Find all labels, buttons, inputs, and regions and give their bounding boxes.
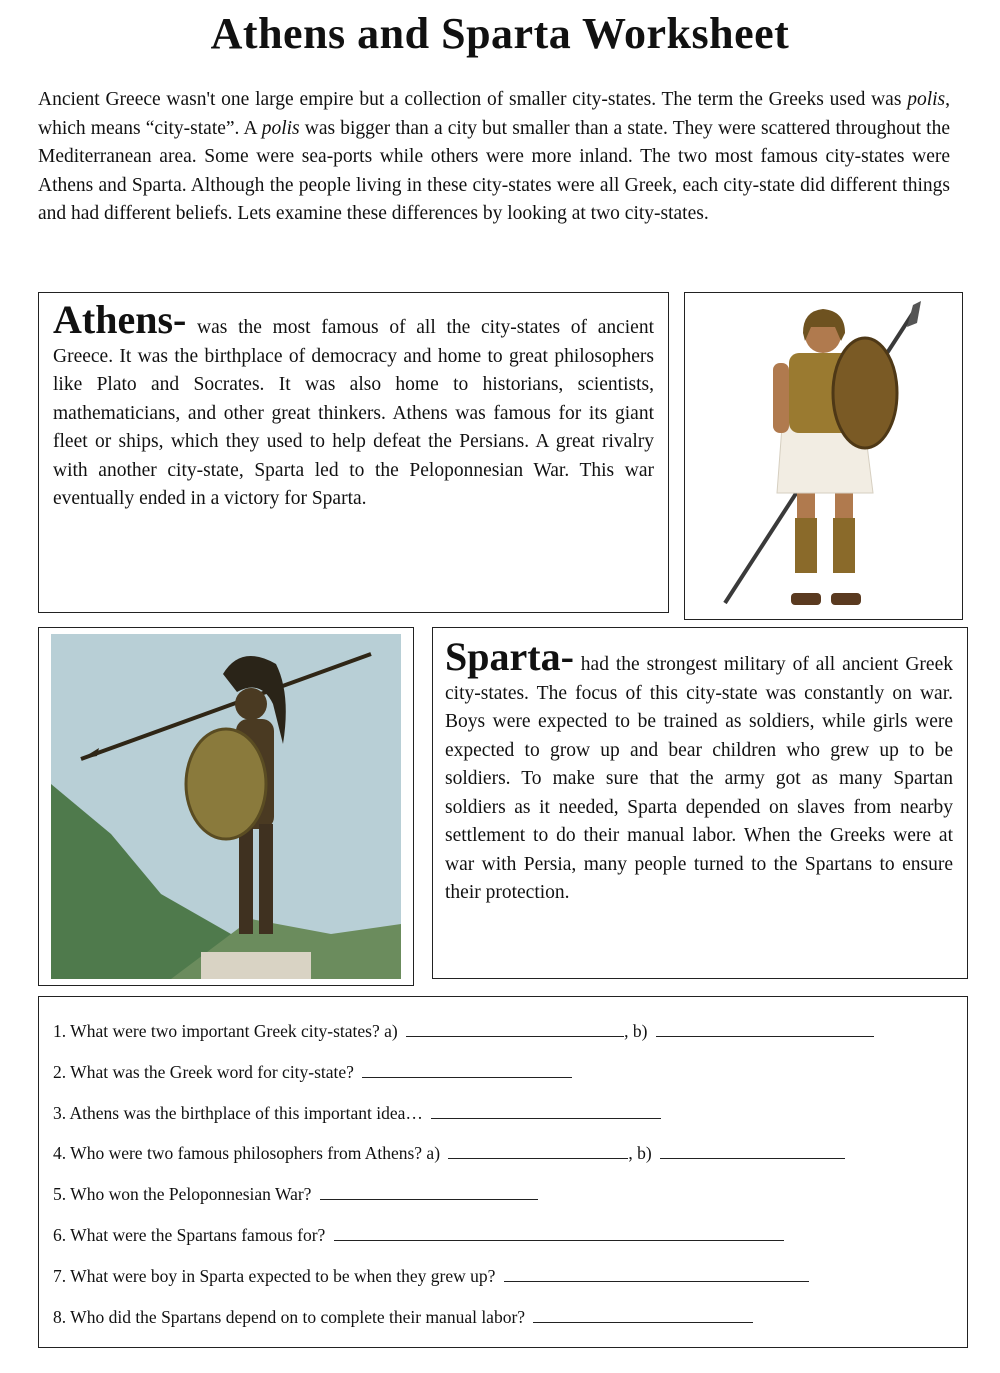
sparta-text: had the strongest military of all ancient Greek city-states. The focus of this city-state was constantly on war. Boys were expected to be trained as soldiers, while girls were expected to grow up and bear children who grew up to be soldiers. To make sure that the army got as many Spartan soldiers as it needed, Sparta depended on slaves from nearby settlement to do their manual labor. When the Greeks were at war with Persia, many people turned to the Spartans to ensure their protection. bbox=[445, 654, 953, 903]
spartan-statue-image bbox=[38, 627, 414, 986]
intro-polis-term: polis bbox=[907, 89, 946, 110]
question-2-text: 2. What was the Greek word for city-state? bbox=[53, 1061, 359, 1082]
sparta-section bbox=[432, 627, 968, 979]
sparta-paragraph bbox=[445, 634, 953, 908]
athens-section bbox=[38, 292, 669, 613]
page-title: Athens and Sparta Worksheet bbox=[210, 9, 790, 58]
question-6 bbox=[53, 1215, 967, 1256]
answer-5-blank[interactable] bbox=[320, 1181, 538, 1200]
athens-text: was the most famous of all the city-states of ancient Greece. It was the birthplace of democracy and home to great philosophers like Plato and Socrates. It was also home to historians, scientists, mathematicians, and other great thinkers. Athens was famous for its giant fleet or ships, which they used to help defeat the Persians. A great rivalry with another city-state, Sparta led to the Peloponnesian War. This war eventually ended in a victory for Sparta. bbox=[53, 317, 654, 509]
intro-polis-term-2: polis bbox=[261, 117, 300, 139]
intro-text-3: was bigger than a city but smaller than a state. They were scattered throughout the Mediterranean area. Some were sea-ports while others were more inland. The two most famous city-states were Athens and Sparta. Although the people living in these city-states were all Greek, each city-state did different things and had different beliefs. Lets examine these differences by looking at two city-states. bbox=[38, 117, 950, 224]
question-3-text: 3. Athens was the birthplace of this important idea… bbox=[53, 1102, 428, 1123]
statue-right-leg bbox=[259, 824, 273, 934]
answer-4a-blank[interactable] bbox=[448, 1140, 628, 1159]
left-arm bbox=[773, 363, 789, 433]
right-sandal bbox=[831, 593, 861, 605]
question-4 bbox=[53, 1133, 967, 1174]
statue-shield bbox=[186, 729, 266, 839]
round-shield bbox=[833, 338, 897, 448]
question-3 bbox=[53, 1093, 967, 1134]
question-8-text: 8. Who did the Spartans depend on to complete their manual labor? bbox=[53, 1306, 530, 1327]
statue-head bbox=[235, 688, 267, 720]
answer-1b-blank[interactable] bbox=[656, 1018, 874, 1037]
spear-tip bbox=[907, 301, 921, 327]
left-greave bbox=[795, 518, 817, 573]
athens-heading: Athens- bbox=[53, 297, 187, 342]
question-7 bbox=[53, 1256, 967, 1297]
answer-8-blank[interactable] bbox=[533, 1304, 753, 1323]
question-6-text: 6. What were the Spartans famous for? bbox=[53, 1224, 330, 1245]
question-5-text: 5. Who won the Peloponnesian War? bbox=[53, 1184, 316, 1205]
athenian-hoplite-illustration bbox=[685, 293, 961, 618]
left-sandal bbox=[791, 593, 821, 605]
question-1-separator: , b) bbox=[624, 1021, 652, 1041]
statue-pedestal bbox=[201, 952, 311, 979]
question-5 bbox=[53, 1174, 967, 1215]
intro-text-2: , which means “city-state”. A bbox=[38, 89, 950, 139]
intro-text-1: Ancient Greece wasn't one large empire but a collection of smaller city-states. The term the Greeks used was bbox=[38, 89, 908, 110]
question-4-separator: , b) bbox=[628, 1143, 657, 1164]
question-4-text: 4. Who were two famous philosophers from Athens? a) bbox=[53, 1143, 445, 1164]
answer-6-blank[interactable] bbox=[334, 1222, 784, 1241]
questions-section bbox=[38, 996, 968, 1348]
question-2 bbox=[53, 1052, 967, 1093]
answer-2-blank[interactable] bbox=[362, 1059, 572, 1078]
question-1 bbox=[53, 1011, 967, 1052]
question-1-text: 1. What were two important Greek city-states? a) bbox=[53, 1021, 403, 1041]
answer-1a-blank[interactable] bbox=[406, 1018, 624, 1037]
athens-paragraph bbox=[53, 297, 654, 514]
intro-paragraph bbox=[38, 86, 950, 229]
question-8 bbox=[53, 1297, 967, 1338]
sparta-heading: Sparta- bbox=[445, 634, 574, 679]
answer-4b-blank[interactable] bbox=[660, 1140, 845, 1159]
statue-left-leg bbox=[239, 824, 253, 934]
answer-3-blank[interactable] bbox=[431, 1100, 661, 1119]
athenian-soldier-image bbox=[684, 292, 963, 620]
question-7-text: 7. What were boy in Sparta expected to be when they grew up? bbox=[53, 1265, 500, 1286]
spartan-statue-illustration bbox=[51, 634, 401, 979]
answer-7-blank[interactable] bbox=[504, 1263, 809, 1282]
right-greave bbox=[833, 518, 855, 573]
